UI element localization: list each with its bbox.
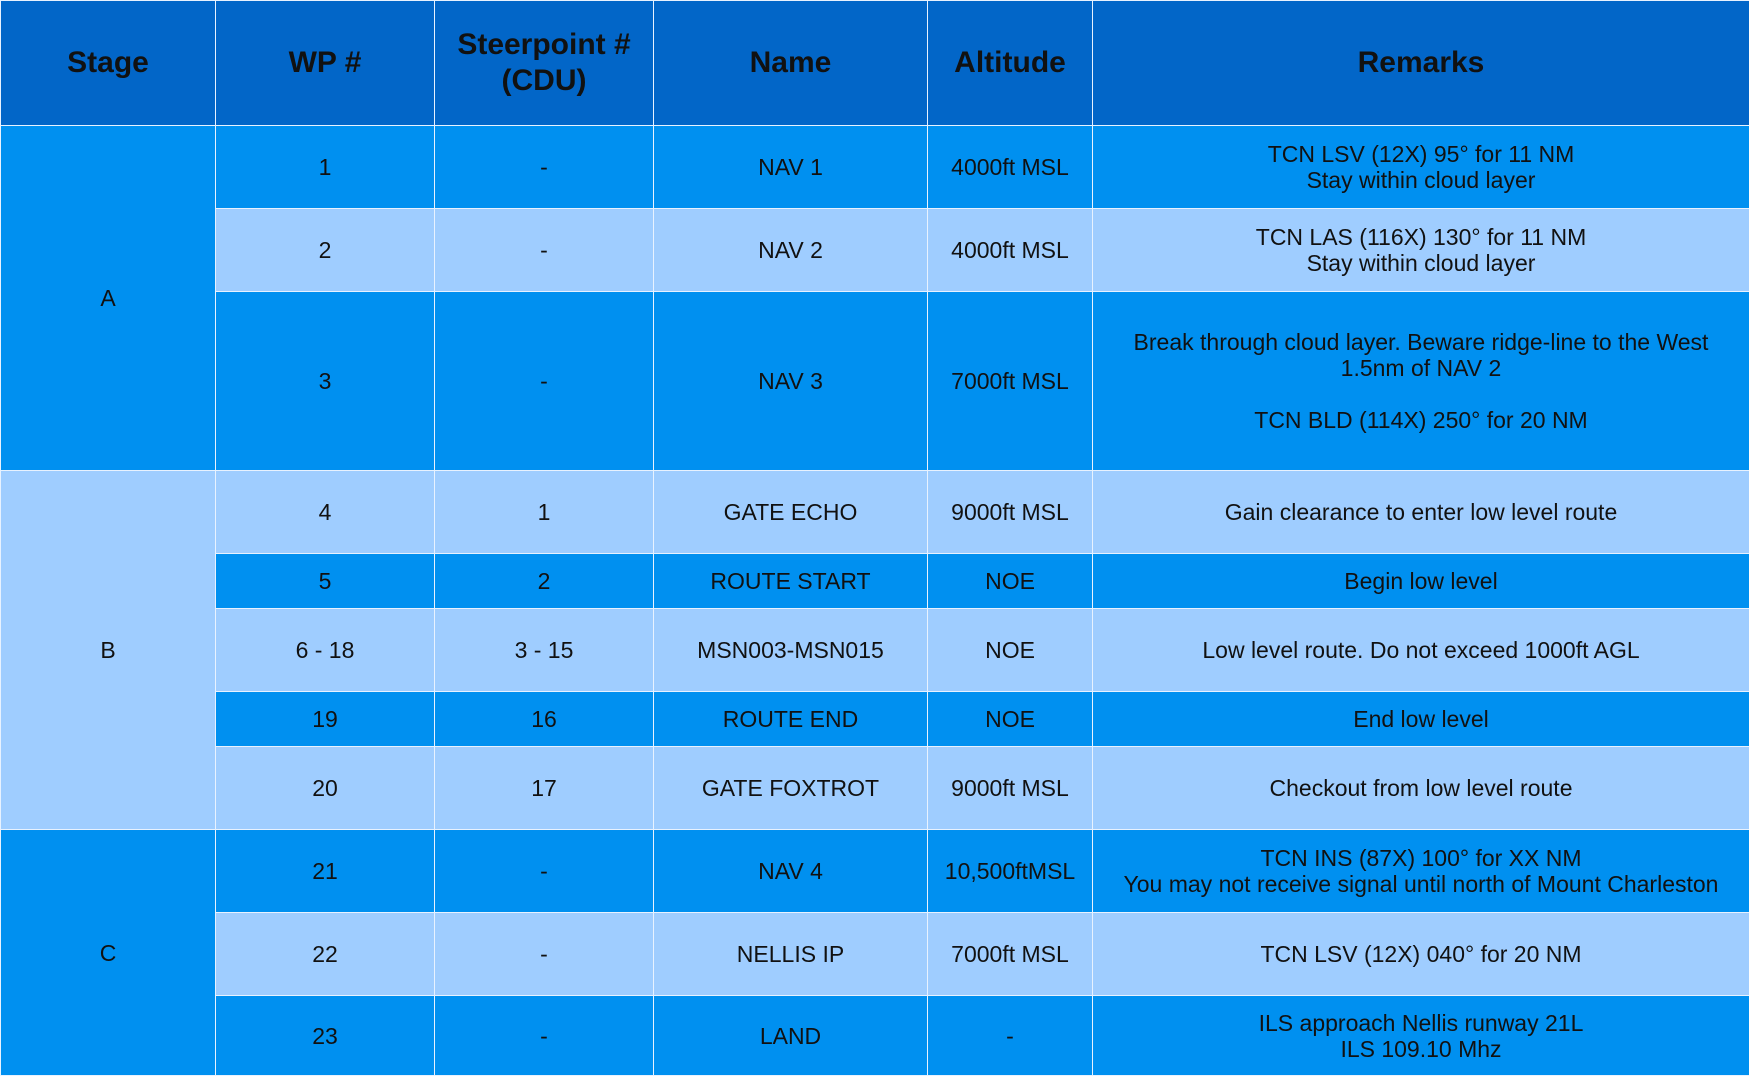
- table-row: [1, 209, 1749, 292]
- remarks-cell: Break through cloud layer. Beware ridge-line to the West 1.5nm of NAV 2 TCN BLD (114X) 250° for 20 NM: [1093, 292, 1749, 471]
- name-cell: LAND: [654, 996, 928, 1076]
- name-cell: NELLIS IP: [654, 913, 928, 996]
- steerpoint-cell: 3 - 15: [435, 609, 654, 692]
- header-row: [1, 1, 1749, 126]
- table-row: [1, 747, 1749, 830]
- header-wp: WP #: [216, 1, 435, 126]
- wp-cell: 22: [216, 913, 435, 996]
- table-row: [1, 830, 1749, 913]
- altitude-cell: -: [928, 996, 1093, 1076]
- steerpoint-cell: 1: [435, 471, 654, 554]
- wp-cell: 3: [216, 292, 435, 471]
- remarks-cell: Begin low level: [1093, 554, 1749, 609]
- wp-cell: 1: [216, 126, 435, 209]
- name-cell: NAV 1: [654, 126, 928, 209]
- steerpoint-cell: 17: [435, 747, 654, 830]
- steerpoint-cell: -: [435, 996, 654, 1076]
- remarks-cell: TCN LSV (12X) 95° for 11 NM Stay within cloud layer: [1093, 126, 1749, 209]
- header-altitude: Altitude: [928, 1, 1093, 126]
- name-cell: NAV 3: [654, 292, 928, 471]
- remarks-cell: Low level route. Do not exceed 1000ft AGL: [1093, 609, 1749, 692]
- remarks-cell: TCN INS (87X) 100° for XX NM You may not receive signal until north of Mount Charleston: [1093, 830, 1749, 913]
- wp-cell: 4: [216, 471, 435, 554]
- name-cell: MSN003-MSN015: [654, 609, 928, 692]
- table-row: [1, 996, 1749, 1076]
- altitude-cell: NOE: [928, 609, 1093, 692]
- altitude-cell: 10,500ftMSL: [928, 830, 1093, 913]
- table-row: [1, 126, 1749, 209]
- steerpoint-cell: -: [435, 292, 654, 471]
- remarks-cell: TCN LSV (12X) 040° for 20 NM: [1093, 913, 1749, 996]
- table-row: [1, 609, 1749, 692]
- steerpoint-cell: 2: [435, 554, 654, 609]
- header-name: Name: [654, 1, 928, 126]
- wp-cell: 21: [216, 830, 435, 913]
- header-stage: Stage: [1, 1, 216, 126]
- steerpoint-cell: -: [435, 209, 654, 292]
- table-row: [1, 292, 1749, 471]
- wp-cell: 19: [216, 692, 435, 747]
- table-row: [1, 692, 1749, 747]
- name-cell: NAV 4: [654, 830, 928, 913]
- header-steerpoint: Steerpoint # (CDU): [435, 1, 654, 126]
- altitude-cell: 9000ft MSL: [928, 747, 1093, 830]
- remarks-cell: Gain clearance to enter low level route: [1093, 471, 1749, 554]
- steerpoint-cell: 16: [435, 692, 654, 747]
- stage-cell: C: [1, 830, 216, 1076]
- table-row: [1, 554, 1749, 609]
- name-cell: GATE FOXTROT: [654, 747, 928, 830]
- wp-cell: 5: [216, 554, 435, 609]
- wp-cell: 6 - 18: [216, 609, 435, 692]
- header-remarks: Remarks: [1093, 1, 1749, 126]
- name-cell: ROUTE END: [654, 692, 928, 747]
- wp-cell: 2: [216, 209, 435, 292]
- steerpoint-cell: -: [435, 913, 654, 996]
- wp-cell: 23: [216, 996, 435, 1076]
- altitude-cell: 4000ft MSL: [928, 209, 1093, 292]
- remarks-cell: Checkout from low level route: [1093, 747, 1749, 830]
- altitude-cell: 7000ft MSL: [928, 913, 1093, 996]
- name-cell: NAV 2: [654, 209, 928, 292]
- altitude-cell: 4000ft MSL: [928, 126, 1093, 209]
- table-row: [1, 913, 1749, 996]
- remarks-cell: TCN LAS (116X) 130° for 11 NM Stay within cloud layer: [1093, 209, 1749, 292]
- stage-cell: B: [1, 471, 216, 830]
- name-cell: ROUTE START: [654, 554, 928, 609]
- remarks-cell: ILS approach Nellis runway 21L ILS 109.10 Mhz: [1093, 996, 1749, 1076]
- altitude-cell: 9000ft MSL: [928, 471, 1093, 554]
- altitude-cell: NOE: [928, 554, 1093, 609]
- wp-cell: 20: [216, 747, 435, 830]
- altitude-cell: 7000ft MSL: [928, 292, 1093, 471]
- remarks-cell: End low level: [1093, 692, 1749, 747]
- name-cell: GATE ECHO: [654, 471, 928, 554]
- altitude-cell: NOE: [928, 692, 1093, 747]
- stage-cell: A: [1, 126, 216, 471]
- steerpoint-cell: -: [435, 830, 654, 913]
- table-row: [1, 471, 1749, 554]
- steerpoint-cell: -: [435, 126, 654, 209]
